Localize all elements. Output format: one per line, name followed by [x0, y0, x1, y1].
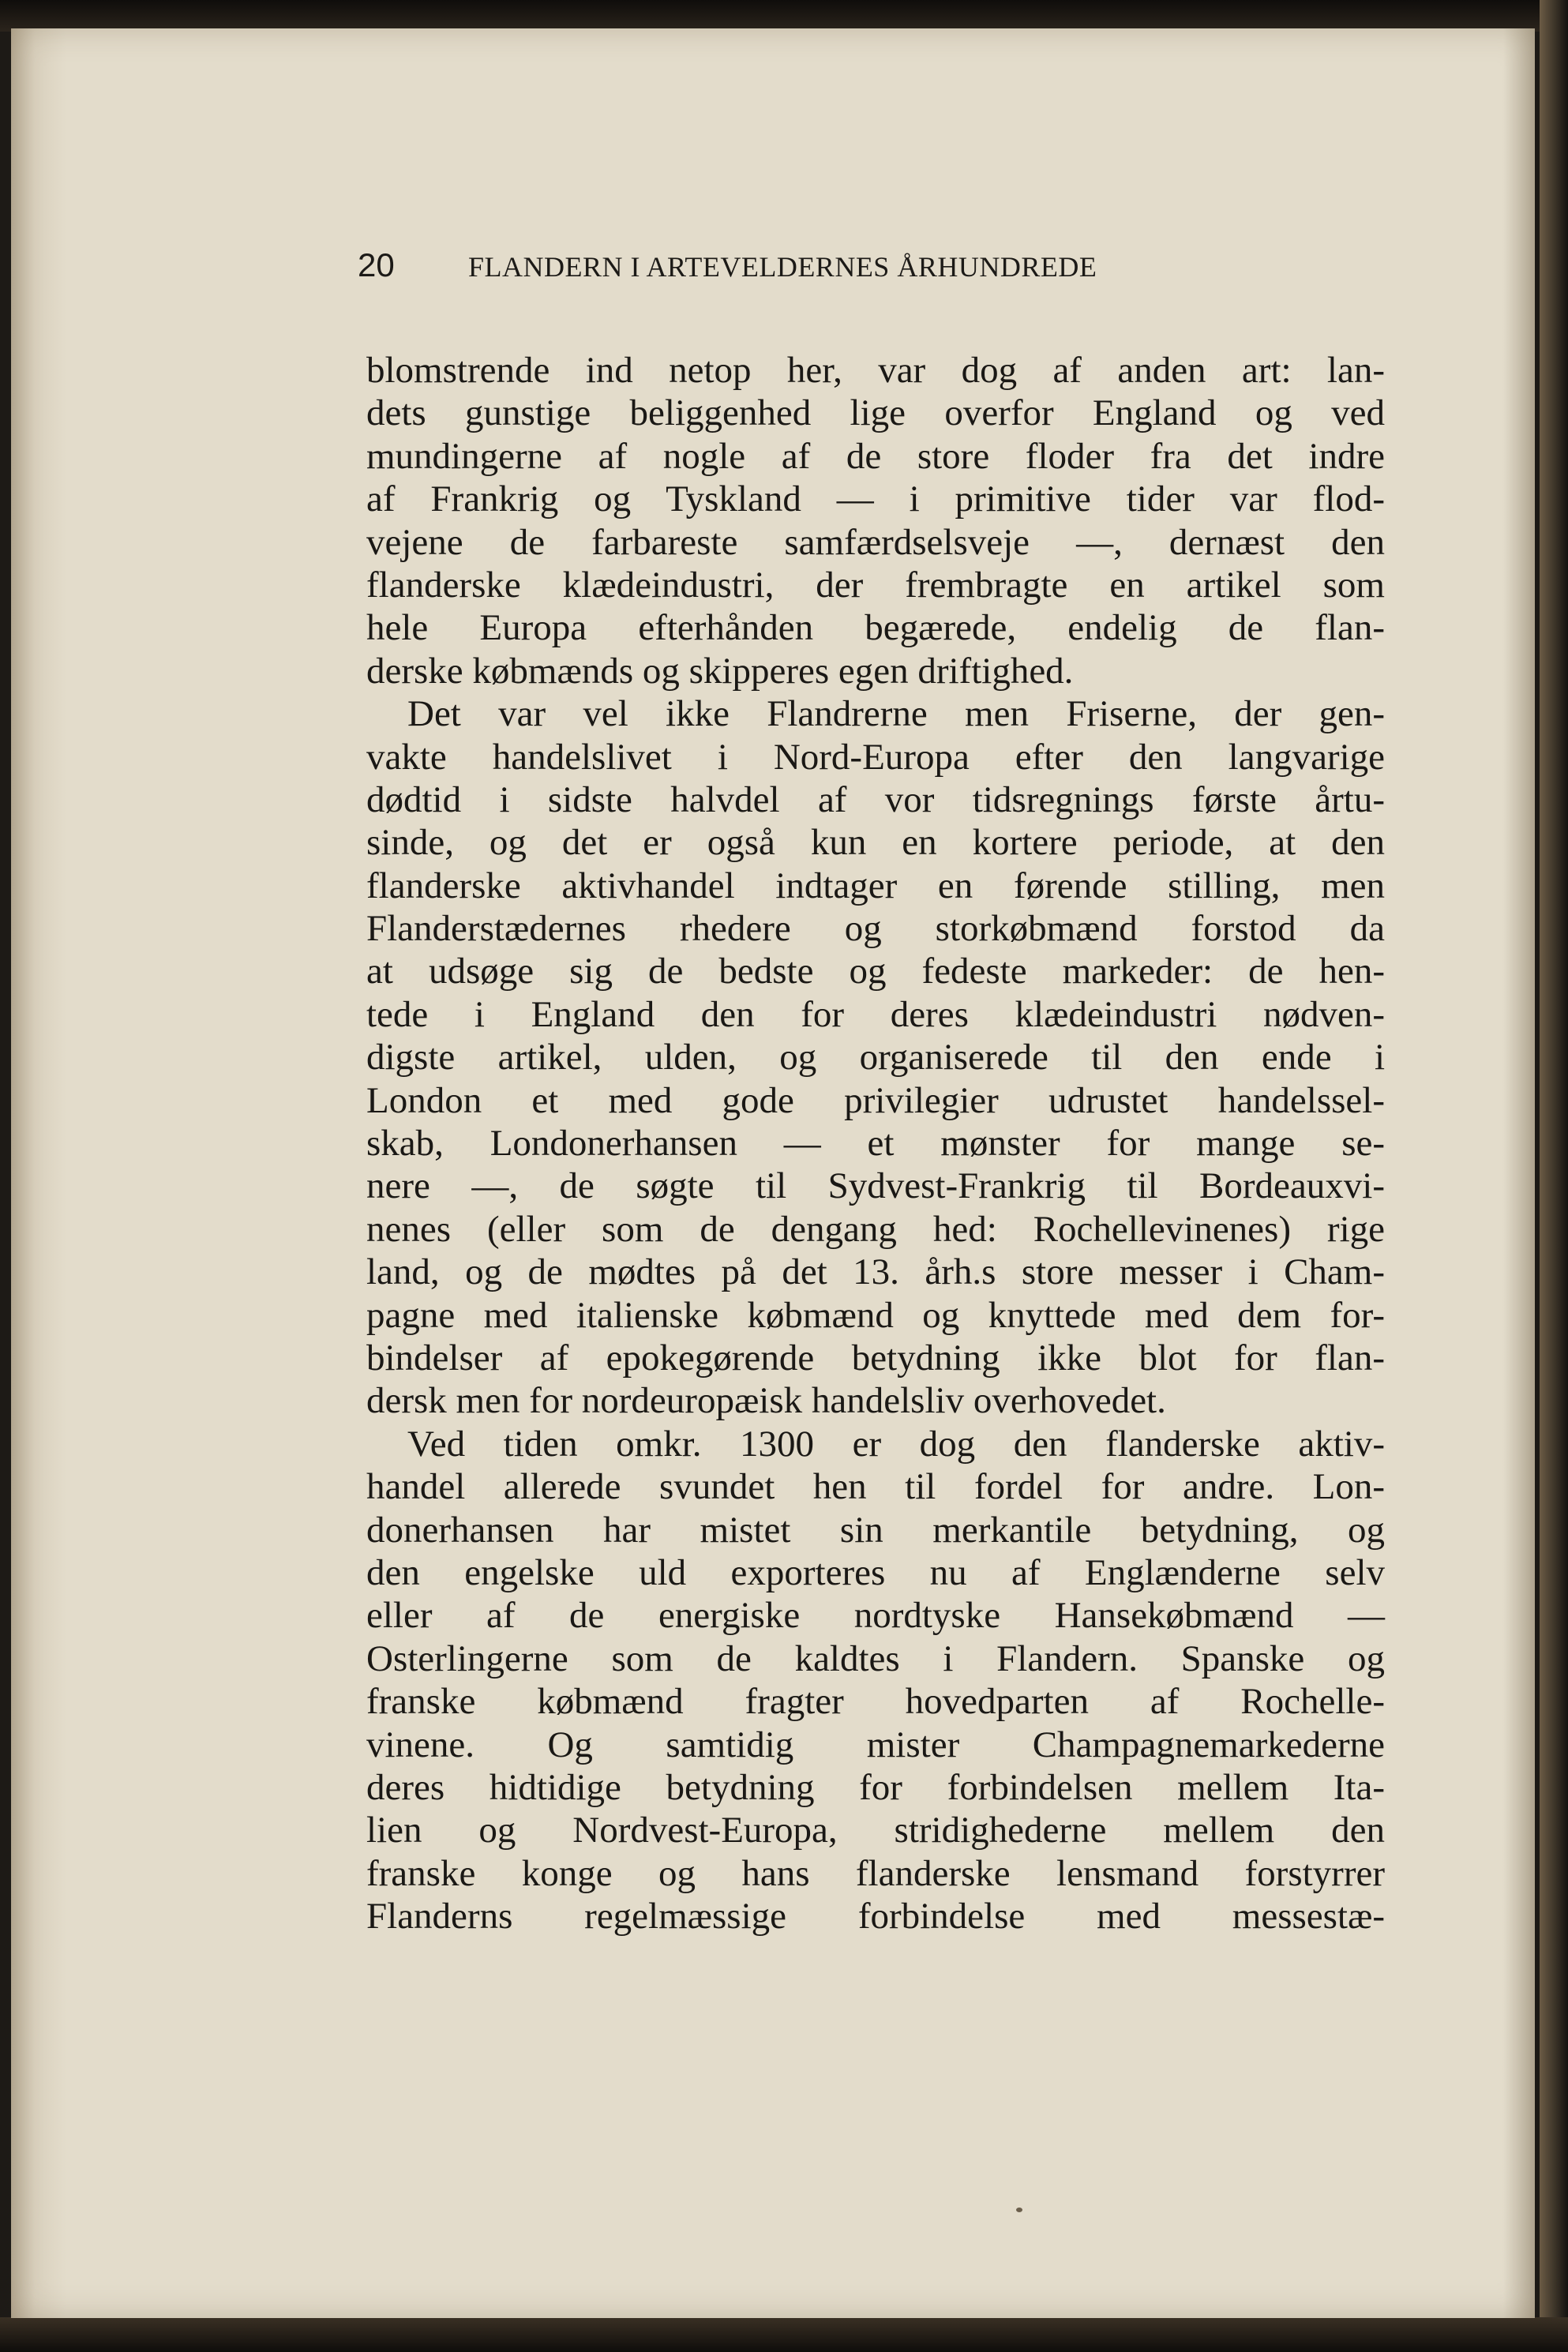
book-edge-bottom — [0, 2317, 1568, 2352]
text-line: vakte handelslivet i Nord-Europa efter den langvarige — [366, 736, 1385, 778]
text-line: franske købmænd fragter hovedparten af Rochelle- — [366, 1681, 1385, 1723]
paragraph-first-line: Det var vel ikke Flandrerne men Friserne, der gen- — [407, 693, 1385, 735]
text-line: af Frankrig og Tyskland — i primitive tider var flod- — [366, 478, 1385, 520]
text-line: Flanderstædernes rhedere og storkøbmænd forstod da — [366, 908, 1385, 950]
text-line: derske købmænds og skipperes egen driftighed. — [366, 650, 1074, 692]
text-line: handel allerede svundet hen til fordel for andre. Lon- — [366, 1466, 1385, 1508]
text-line: tede i England den for deres klædeindustri nødven- — [366, 993, 1385, 1035]
body-text — [366, 349, 1385, 1937]
text-line: hele Europa efterhånden begærede, endelig de flan- — [366, 607, 1385, 649]
text-line: bindelser af epokegørende betydning ikke blot for flan- — [366, 1337, 1385, 1379]
text-line: nenes (eller som de dengang hed: Rochellevinenes) rige — [366, 1208, 1385, 1250]
text-line: Osterlingerne som de kaldtes i Flandern. Spanske og — [366, 1637, 1385, 1679]
text-line: at udsøge sig de bedste og fedeste markeder: de hen- — [366, 951, 1385, 992]
text-line: blomstrende ind netop her, var dog af anden art: lan- — [366, 350, 1385, 391]
paragraph-first-line: Ved tiden omkr. 1300 er dog den flanderske aktiv- — [407, 1423, 1385, 1465]
text-line: digste artikel, ulden, og organiserede til den ende i — [366, 1037, 1385, 1078]
text-line: sinde, og det er også kun en kortere periode, at den — [366, 822, 1385, 864]
book-edge-top — [0, 0, 1568, 32]
text-line: lien og Nordvest-Europa, stridighederne mellem den — [366, 1810, 1385, 1851]
text-line: dets gunstige beliggenhed lige overfor England og ved — [366, 392, 1385, 434]
paper-speck — [1016, 2208, 1022, 2212]
text-line: skab, Londonerhansen — et mønster for mange se- — [366, 1123, 1385, 1165]
text-line: Flanderns regelmæssige forbindelse med messestæ- — [366, 1896, 1385, 1937]
text-line: land, og de mødtes på det 13. årh.s store messer i Cham- — [366, 1251, 1385, 1293]
text-line: dødtid i sidste halvdel af vor tidsregnings første årtu- — [366, 778, 1385, 820]
text-line: den engelske uld exporteres nu af Englænderne selv — [366, 1551, 1385, 1593]
text-line: deres hidtidige betydning for forbindelsen mellem Ita- — [366, 1766, 1385, 1808]
page-number: 20 — [358, 246, 395, 283]
text-line: nere —, de søgte til Sydvest-Frankrig til Bordeauxvi- — [366, 1165, 1385, 1207]
text-line: flanderske aktivhandel indtager en førende stilling, men — [366, 865, 1385, 906]
text-line: donerhansen har mistet sin merkantile betydning, og — [366, 1509, 1385, 1551]
text-line: vejene de farbareste samfærdselsveje —, dernæst den — [366, 521, 1385, 563]
text-line: flanderske klædeindustri, der frembragte en artikel som — [366, 564, 1385, 606]
running-header — [358, 246, 1384, 302]
text-line: franske konge og hans flanderske lensmand forstyrrer — [366, 1852, 1385, 1894]
text-line: eller af de energiske nordtyske Hansekøbmænd — — [366, 1595, 1385, 1637]
text-line: mundingerne af nogle af de store floder fra det indre — [366, 435, 1385, 477]
text-line: dersk men for nordeuropæisk handelsliv overhovedet. — [366, 1380, 1166, 1422]
text-line: London et med gode privilegier udrustet handelssel- — [366, 1079, 1385, 1121]
text-line: vinene. Og samtidig mister Champagnemarkederne — [366, 1724, 1385, 1765]
text-line: pagne med italienske købmænd og knyttede med dem for- — [366, 1294, 1385, 1336]
running-title: FLANDERN I ARTEVELDERNES ÅRHUNDREDE — [468, 251, 1097, 283]
book-edge-right — [1540, 0, 1568, 2352]
